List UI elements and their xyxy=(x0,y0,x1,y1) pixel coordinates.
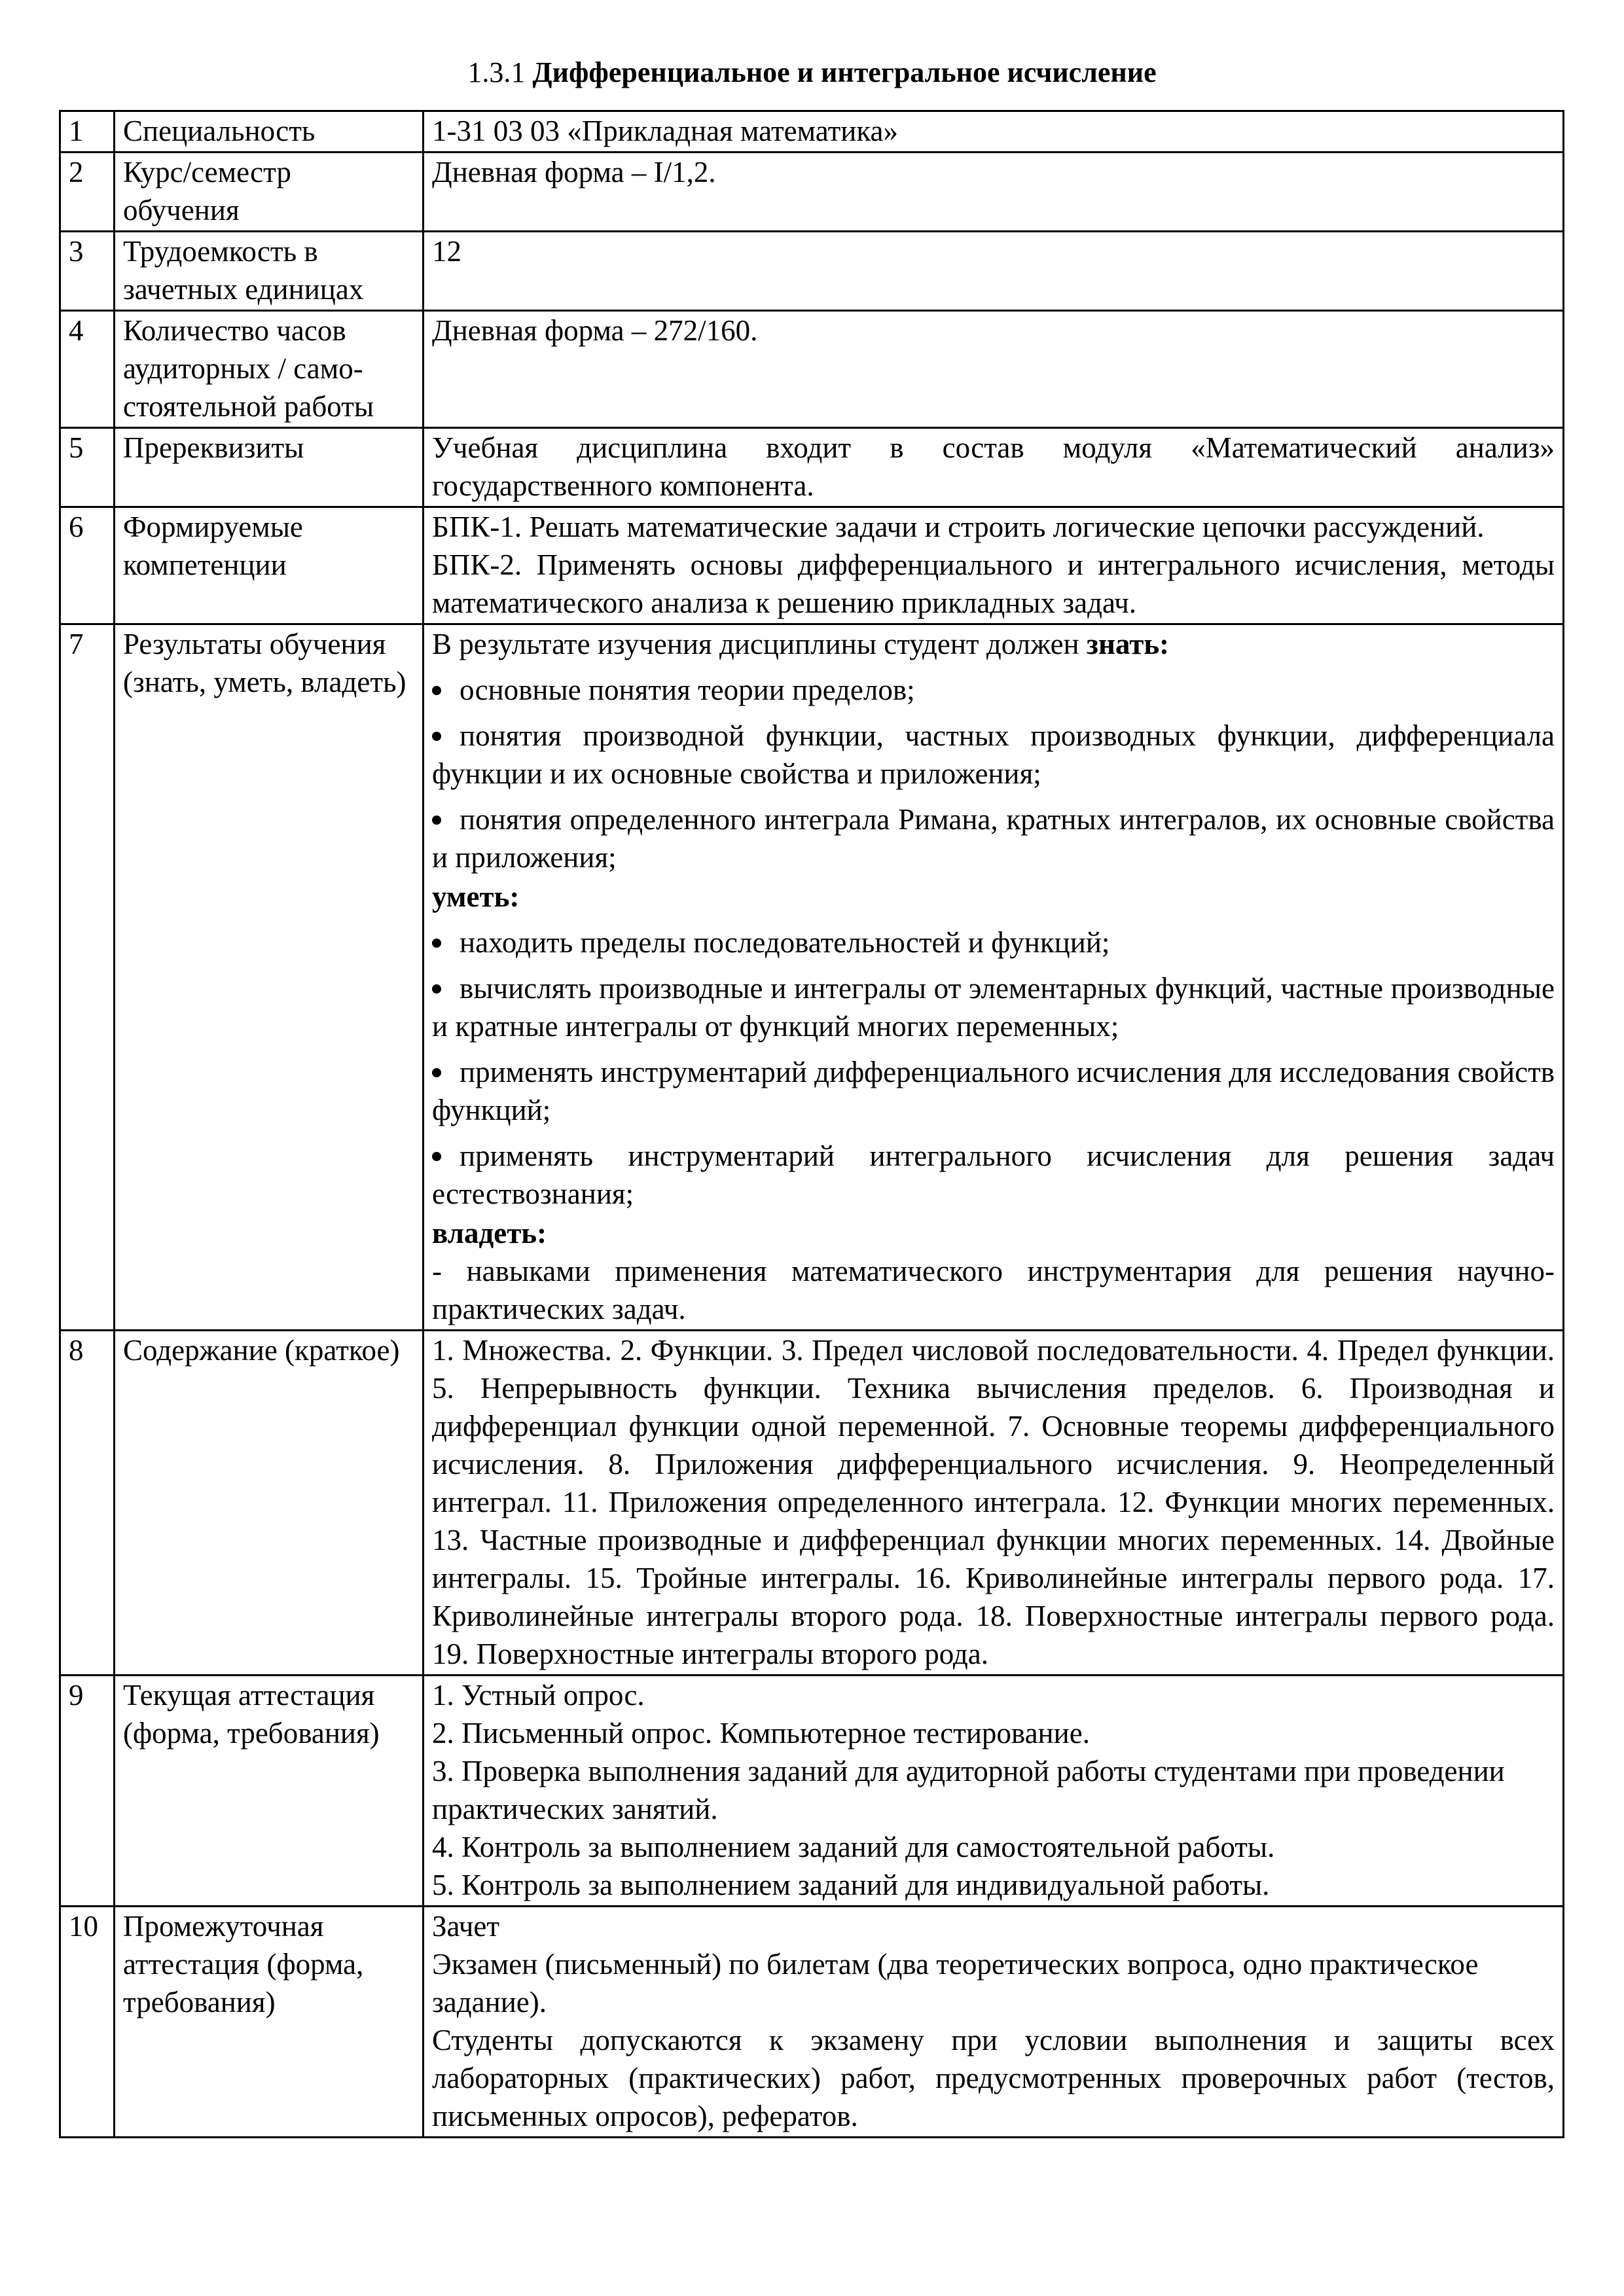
list-item xyxy=(432,671,1555,709)
row-content xyxy=(424,1907,1564,2138)
outcomes-intro xyxy=(432,625,1555,663)
table-row xyxy=(60,152,1564,232)
table-row xyxy=(60,111,1564,152)
list-item: Экзамен (письменный) по билетам (два теоретических вопроса, одно практическое задание). xyxy=(432,1948,1479,2018)
bullet-icon xyxy=(432,1068,441,1077)
table-row xyxy=(60,311,1564,428)
discipline-info-table xyxy=(59,110,1564,2138)
bullet-icon xyxy=(432,686,441,695)
page-title xyxy=(0,49,1624,96)
own-item: - навыками применения математического инструментария для решения научно-практических задач. xyxy=(432,1255,1555,1325)
bullet-icon xyxy=(432,1152,441,1161)
row-content: 1-31 03 03 «Прикладная математика» xyxy=(424,111,1564,152)
competence-item: БПК-2. Применять основы дифференциального и интегрального исчисления, методы математического анализа к решению прикладных задач. xyxy=(432,548,1555,619)
row-content xyxy=(424,1676,1564,1907)
list-item: 5. Контроль за выполнением заданий для индивидуальной работы. xyxy=(432,1869,1270,1901)
row-number: 8 xyxy=(60,1331,115,1676)
outcomes-intro-text: В результате изучения дисциплины студент должен xyxy=(432,628,1079,660)
row-label: Курс/семестр обучения xyxy=(115,152,424,232)
row-number: 2 xyxy=(60,152,115,232)
list-item xyxy=(432,800,1555,876)
table-row xyxy=(60,1907,1564,2138)
bullet-icon xyxy=(432,732,441,741)
list-item-text: понятия определенного интеграла Римана, кратных интегралов, их основные свойства и приложения; xyxy=(432,803,1555,874)
list-item xyxy=(432,1053,1555,1129)
own-heading: владеть: xyxy=(432,1217,547,1249)
list-item-text: основные понятия теории пределов; xyxy=(460,673,915,706)
row-number: 9 xyxy=(60,1676,115,1907)
row-label: Формируемые компетенции xyxy=(115,507,424,624)
list-item-text: находить пределы последовательностей и функций; xyxy=(460,926,1110,959)
row-label: Промежуточная аттестация (форма, требования) xyxy=(115,1907,424,2138)
table-row xyxy=(60,428,1564,507)
list-item-text: понятия производной функции, частных производных функции, дифференциала функции и их основные свойства и приложения; xyxy=(432,719,1555,790)
row-label: Содержание (краткое) xyxy=(115,1331,424,1676)
know-heading: знать: xyxy=(1086,628,1170,660)
row-content: Дневная форма – I/1,2. xyxy=(424,152,1564,232)
list-item-text: применять инструментарий дифференциального исчисления для исследования свойств функций; xyxy=(432,1056,1555,1126)
bullet-icon xyxy=(432,816,441,825)
list-item-text: применять инструментарий интегрального исчисления для решения задач естествознания; xyxy=(432,1139,1555,1210)
list-item xyxy=(432,1137,1555,1213)
row-label: Трудоемкость в зачетных единицах xyxy=(115,232,424,311)
row-label: Результаты обучения (знать, уметь, владеть) xyxy=(115,624,424,1331)
row-number: 7 xyxy=(60,624,115,1331)
list-item xyxy=(432,969,1555,1045)
bullet-icon xyxy=(432,984,441,994)
section-title: Дифференциальное и интегральное исчисление xyxy=(532,56,1157,88)
list-item: Студенты допускаются к экзамену при условии выполнения и защиты всех лабораторных (практических) работ, предусмотренных проверочных работ (тестов, письменных опросов), рефератов. xyxy=(432,2024,1555,2132)
row-content: 1. Множества. 2. Функции. 3. Предел числовой последовательности. 4. Предел функции. 5. Непрерывность функции. Техника вычисления пределов. 6. Производная и дифференциал функции одной переменной. 7. Основные теоремы дифференциального исчисления. 8. Приложения дифференциального исчисления. 9. Неопределенный интеграл. 11. Приложения определенного интеграла. 12. Функции многих переменных. 13. Частные производные и дифференциал функции многих переменных. 14. Двойные интегралы. 15. Тройные интегралы. 16. Криволинейные интегралы первого рода. 17. Криволинейные интегралы второго рода. 18. Поверхностные интегралы первого рода. 19. Поверхностные интегралы второго рода. xyxy=(424,1331,1564,1676)
list-item xyxy=(432,717,1555,793)
list-item xyxy=(432,924,1555,961)
list-item: 2. Письменный опрос. Компьютерное тестирование. xyxy=(432,1717,1090,1749)
row-number: 4 xyxy=(60,311,115,428)
table-row xyxy=(60,232,1564,311)
row-number: 1 xyxy=(60,111,115,152)
table-row xyxy=(60,624,1564,1331)
list-item-text: вычислять производные и интегралы от элементарных функций, частные производные и кратные интегралы от функций многих переменных; xyxy=(432,972,1555,1043)
row-label: Текущая аттестация (форма, требования) xyxy=(115,1676,424,1907)
row-content: 12 xyxy=(424,232,1564,311)
competence-item: БПК-1. Решать математические задачи и строить логические цепочки рассуждений. xyxy=(432,511,1485,543)
row-content: Дневная форма – 272/160. xyxy=(424,311,1564,428)
row-content: Учебная дисциплина входит в состав модуля «Математический анализ» государственного компонента. xyxy=(424,428,1564,507)
table-row xyxy=(60,507,1564,624)
row-number: 3 xyxy=(60,232,115,311)
row-number: 10 xyxy=(60,1907,115,2138)
bullet-icon xyxy=(432,939,441,948)
row-content xyxy=(424,624,1564,1331)
row-label: Количество часов аудиторных / само-стоятельной работы xyxy=(115,311,424,428)
list-item: Зачет xyxy=(432,1910,499,1943)
section-number: 1.3.1 xyxy=(467,56,526,88)
row-number: 5 xyxy=(60,428,115,507)
row-content xyxy=(424,507,1564,624)
row-label: Специальность xyxy=(115,111,424,152)
row-number: 6 xyxy=(60,507,115,624)
can-heading: уметь: xyxy=(432,880,520,913)
list-item: 1. Устный опрос. xyxy=(432,1679,645,1712)
list-item: 3. Проверка выполнения заданий для аудиторной работы студентами при проведении практических занятий. xyxy=(432,1755,1505,1825)
list-item: 4. Контроль за выполнением заданий для самостоятельной работы. xyxy=(432,1831,1275,1863)
table-row xyxy=(60,1676,1564,1907)
row-label: Пререквизиты xyxy=(115,428,424,507)
table-row xyxy=(60,1331,1564,1676)
